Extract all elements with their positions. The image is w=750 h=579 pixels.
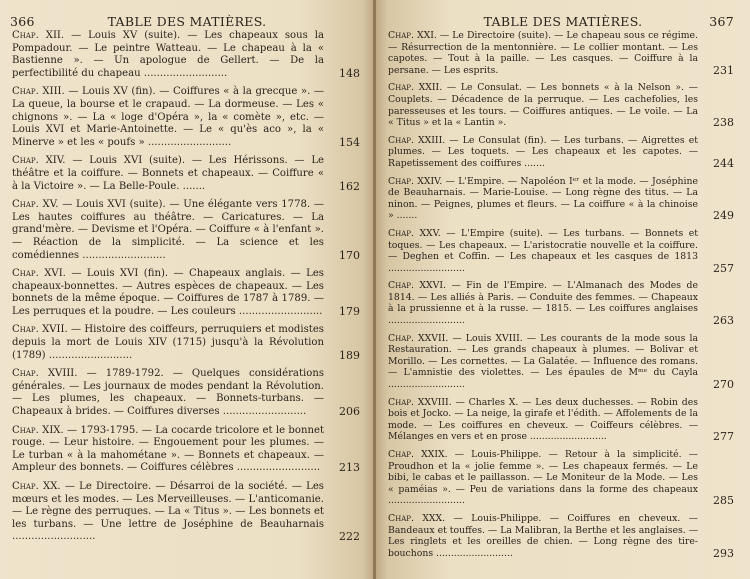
chapter-summary: — Louis XVI (suite). — Les Hérissons. — Le théâtre et la coiffure. — Bonnets et chapeaux. — Coiffure « à la Victoire ». — La Belle-Poule. ....... xyxy=(12,155,325,192)
page-reference: 206 xyxy=(339,405,360,419)
left-page xyxy=(0,0,374,579)
toc-entry xyxy=(388,30,734,76)
chapter-summary: — Fin de l'Empire. — L'Almanach des Modes de 1814. — Les alliés à Paris. — Conduite des femmes. — Chapeaux à la prussienne et à la russe. — 1815. — Les coiffures anglaises .......................... xyxy=(388,280,698,327)
toc-entry-text xyxy=(388,135,734,170)
toc-entry-text xyxy=(12,199,360,262)
toc-entry-text xyxy=(12,30,360,80)
page-reference: 249 xyxy=(713,209,734,223)
left-toc-list xyxy=(12,30,360,550)
chapter-summary: — Charles X. — Les deux duchesses. — Robin des bois et Jocko. — La neige, la girafe et l'édith. — Affolements de la mode. — Les coiffures en cheveux. — Coiffeurs célèbres. — Mélanges en vers et en prose .......................... xyxy=(388,396,698,443)
chapter-label: Chap. XXII. xyxy=(388,82,443,94)
chapter-label: Chap. XXVIII. xyxy=(388,396,452,408)
chapter-label: Chap. XXV. xyxy=(388,227,441,239)
toc-entry-text xyxy=(388,333,734,391)
chapter-summary: — Louis XVI (suite). — Une élégante vers 1778. — Les hautes coiffures au théâtre. — Caricatures. — La grand'mère. — Devisme et l'Opéra. — Coiffure « à l'enfant ». — Réaction de la simplicité. — La science et les comédiennes .......................... xyxy=(12,199,324,261)
chapter-summary: — L'Empire. — Napoléon Iᵉʳ et la mode. — Joséphine de Beauharnais. — Marie-Louise. — Long règne des titus. — La ninon. — Peignes, plumes et fleurs. — La coiffure « à la chinoise » ....... xyxy=(388,175,698,222)
chapter-summary: — Louis-Philippe. — Retour à la simplicité. — Proudhon et la « jolie femme ». — Les chapeaux fermés. — Le bibi, le cabas et le paillasson. — Le Moniteur de la Mode. — Les « paméias ». — Peu de variations dans la forme des chapeaux .......................... xyxy=(388,449,698,507)
toc-entry xyxy=(388,449,734,507)
toc-entry-text xyxy=(388,449,734,507)
toc-entry xyxy=(388,228,734,274)
toc-entry xyxy=(12,481,360,544)
chapter-summary: — Le Directoire. — Désarroi de la société. — Les mœurs et les modes. — Les Merveilleuses. — L'anticomanie. — Le règne des perruques. — La « Titus ». — Les bonnets et les turbans. — Une lettre de Joséphine de Beauharnais .......................... xyxy=(12,481,324,543)
chapter-label: Chap. XXIII. xyxy=(388,134,446,146)
chapter-label: Chap. XIV. xyxy=(12,155,66,167)
chapter-label: Chap. XVIII. xyxy=(12,368,78,380)
right-page xyxy=(376,0,750,579)
right-running-title: TABLE DES MATIÈRES. xyxy=(483,14,643,29)
toc-entry xyxy=(388,513,734,559)
toc-entry-text xyxy=(12,481,360,544)
toc-entry-text xyxy=(388,30,734,76)
toc-entry xyxy=(388,135,734,170)
chapter-summary: — Louis XV (suite). — Les chapeaux sous la Pompadour. — Le peintre Watteau. — Le chapeau à la « Bastienne ». — Un apologue de Gellert. — De la perfectibilité du chapeau .......................... xyxy=(12,30,324,79)
toc-entry xyxy=(12,268,360,318)
toc-entry-text xyxy=(12,155,360,193)
chapter-summary: — Histoire des coiffeurs, perruquiers et modistes depuis la mort de Louis XIV (1715) jusqu'à la Révolution (1789) .......................... xyxy=(12,324,324,361)
page-reference: 293 xyxy=(713,546,734,560)
toc-entry-text xyxy=(12,86,360,149)
toc-entry-text xyxy=(388,397,734,443)
toc-entry xyxy=(12,199,360,262)
toc-entry-text xyxy=(388,82,734,128)
chapter-summary: — 1789-1792. — Quelques considérations générales. — Les journaux de modes pendant la Révolution. — Les plumes, les chapeaux. — Bonnets-turbans. — Chapeaux à brides. — Coiffures diverses .......................... xyxy=(12,368,324,418)
chapter-summary: — Louis XVIII. — Les courants de la mode sous la Restauration. — Les grands chapeaux à plumes. — Bolivar et Morillo. — Les cornettes. — La Galatée. — Influence des romans. — L'amnistie des violettes. — Les épaules de Mᵐᵉ du Cayla .......................... xyxy=(388,332,698,391)
chapter-summary: — Le Consulat (fin). — Les turbans. — Aigrettes et plumes. — Les toquets. — Les chapeaux et les capotes. — Rapetissement des coiffures ....... xyxy=(388,134,698,169)
chapter-label: Chap. XXIV. xyxy=(388,175,443,187)
chapter-label: Chap. XX. xyxy=(12,481,61,492)
chapter-label: Chap. XVII. xyxy=(12,324,68,336)
page-reference: 148 xyxy=(339,66,360,80)
page-reference: 270 xyxy=(713,378,734,392)
page-reference: 170 xyxy=(339,248,360,262)
toc-entry xyxy=(12,30,360,80)
chapter-label: Chap. XXVII. xyxy=(388,332,449,344)
page-reference: 189 xyxy=(339,348,360,362)
chapter-label: Chap. XVI. xyxy=(12,268,66,280)
chapter-label: Chap. XXVI. xyxy=(388,280,446,292)
toc-entry xyxy=(12,86,360,149)
chapter-summary: — Louis-Philippe. — Coiffures en cheveux. — Bandeaux et touffes. — La Malibran, la Berthe et les anglaises. — Les ringlets et les oreilles de chien. — Long règne des tire-bouchons .......................... xyxy=(388,512,698,559)
toc-entry-text xyxy=(388,513,734,559)
page-reference: 285 xyxy=(713,494,734,508)
chapter-summary: — Le Directoire (suite). — Le chapeau sous ce régime. — Résurrection de la mentonnière. — Le collier montant. — Les capotes. — Tout à la paille. — Les casques. — Coiffure à la persane. — Les esprits. xyxy=(388,30,698,76)
toc-entry xyxy=(12,324,360,362)
chapter-label: Chap. XXI. xyxy=(388,30,437,41)
page-reference: 213 xyxy=(339,461,360,475)
chapter-label: Chap. XXX. xyxy=(388,512,446,524)
left-running-title: TABLE DES MATIÈRES. xyxy=(107,14,267,29)
toc-entry-text xyxy=(12,425,360,475)
toc-entry-text xyxy=(388,176,734,222)
toc-entry xyxy=(12,368,360,418)
page-reference: 277 xyxy=(713,430,734,444)
page-reference: 154 xyxy=(339,135,360,149)
chapter-label: Chap. XIII. xyxy=(12,86,65,98)
toc-entry xyxy=(388,333,734,391)
chapter-summary: — 1793-1795. — La cocarde tricolore et le bonnet rouge. — Leur histoire. — Engouement pour les plumes. — Le turban « à la mahométane ». — Bonnets et chapeaux. — Ampleur des bonnets. — Coiffures célèbres .......................... xyxy=(12,424,324,474)
page-reference: 222 xyxy=(339,530,360,544)
toc-entry-text xyxy=(388,280,734,326)
toc-entry-text xyxy=(12,324,360,362)
toc-entry-text xyxy=(388,228,734,274)
toc-entry-text xyxy=(12,368,360,418)
page-reference: 162 xyxy=(339,179,360,193)
page-reference: 231 xyxy=(713,63,734,77)
page-reference: 244 xyxy=(713,156,734,170)
page-reference: 238 xyxy=(713,116,734,130)
toc-entry xyxy=(388,280,734,326)
toc-entry xyxy=(388,82,734,128)
chapter-summary: — Le Consulat. — Les bonnets « à la Nelson ». — Couplets. — Décadence de la perruque. — Les cachefolies, les paresseuses et les tours. — Coiffures antiques. — Le voile. — La « Titus » et la « Lantin ». xyxy=(388,82,698,129)
chapter-label: Chap. XII. xyxy=(12,30,65,41)
chapter-summary: — L'Empire (suite). — Les turbans. — Bonnets et toques. — Les chapeaux. — L'aristocratie nouvelle et la coiffure. — Deghen et Coffin. — Les chapeaux et les casques de 1813 .......................... xyxy=(388,227,698,274)
chapter-label: Chap. XIX. xyxy=(12,424,64,436)
right-page-number: 367 xyxy=(709,14,734,29)
toc-entry-text xyxy=(12,268,360,318)
toc-entry xyxy=(388,176,734,222)
chapter-label: Chap. XXIX. xyxy=(388,449,448,460)
chapter-summary: — Louis XV (fin). — Coiffures « à la grecque ». — La queue, la bourse et le crapaud. — La dormeuse. — Les « chignons ». — La « loge d'Opéra », la « comète », etc. — Louis XVI et Marie-Antoinette. — Le « qu'ès aco », la « Minerve » et les « poufs » .......................... xyxy=(12,86,324,148)
page-reference: 257 xyxy=(713,261,734,275)
toc-entry xyxy=(12,425,360,475)
right-toc-list xyxy=(388,30,734,565)
chapter-label: Chap. XV. xyxy=(12,199,59,211)
left-page-number: 366 xyxy=(10,14,35,29)
toc-entry xyxy=(12,155,360,193)
page-reference: 263 xyxy=(713,314,734,328)
chapter-summary: — Louis XVI (fin). — Chapeaux anglais. — Les chapeaux-bonnettes. — Autres espèces de chapeaux. — Les bonnets de la même époque. — Coiffures de 1787 à 1789. — Les perruques et la poudre. — Les couleurs .......................... xyxy=(12,268,324,317)
toc-entry xyxy=(388,397,734,443)
page-reference: 179 xyxy=(339,304,360,318)
